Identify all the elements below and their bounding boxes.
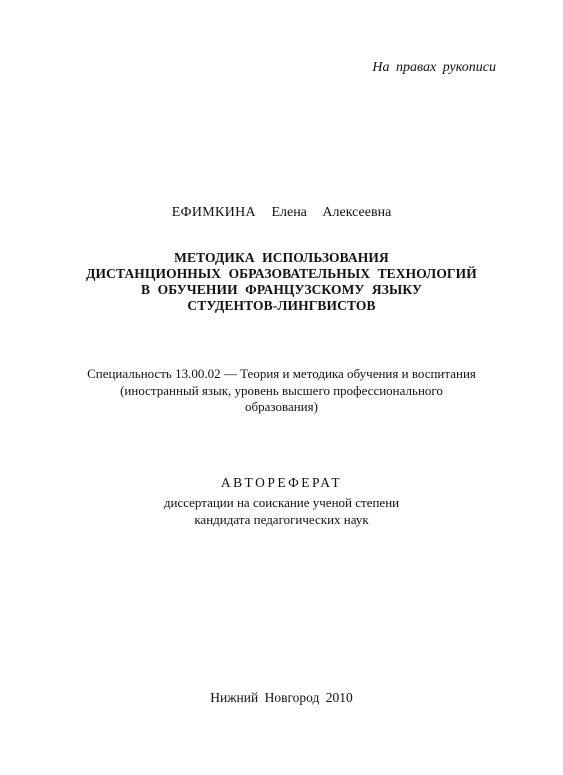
- author-surname: ЕФИМКИНА: [171, 205, 256, 220]
- dissertation-title: [0, 250, 563, 314]
- title-line: СТУДЕНТОВ-ЛИНГВИСТОВ: [187, 298, 376, 313]
- description-line: кандидата педагогических наук: [194, 511, 369, 527]
- document-type: АВТОРЕФЕРАТ: [220, 475, 343, 490]
- title-line: В ОБУЧЕНИИ ФРАНЦУЗСКОМУ ЯЗЫКУ: [141, 282, 422, 297]
- place-and-year: Нижний Новгород 2010: [210, 690, 353, 705]
- author-patronymic: Алексеевна: [322, 205, 392, 220]
- title-line: МЕТОДИКА ИСПОЛЬЗОВАНИЯ: [174, 250, 389, 265]
- specialty-block: [0, 366, 563, 416]
- specialty-line: образования): [245, 399, 318, 414]
- specialty-line: (иностранный язык, уровень высшего профессионального: [120, 382, 443, 398]
- author-given-name: Елена: [271, 205, 307, 220]
- specialty-line: Специальность 13.00.02 — Теория и методика обучения и воспитания: [87, 366, 476, 381]
- title-line: ДИСТАНЦИОННЫХ ОБРАЗОВАТЕЛЬНЫХ ТЕХНОЛОГИЙ: [86, 266, 477, 281]
- author-name: [0, 205, 563, 221]
- rights-note: На правах рукописи: [372, 60, 496, 75]
- description-line: диссертации на соискание ученой степени: [163, 495, 400, 510]
- dissertation-description: [0, 495, 563, 528]
